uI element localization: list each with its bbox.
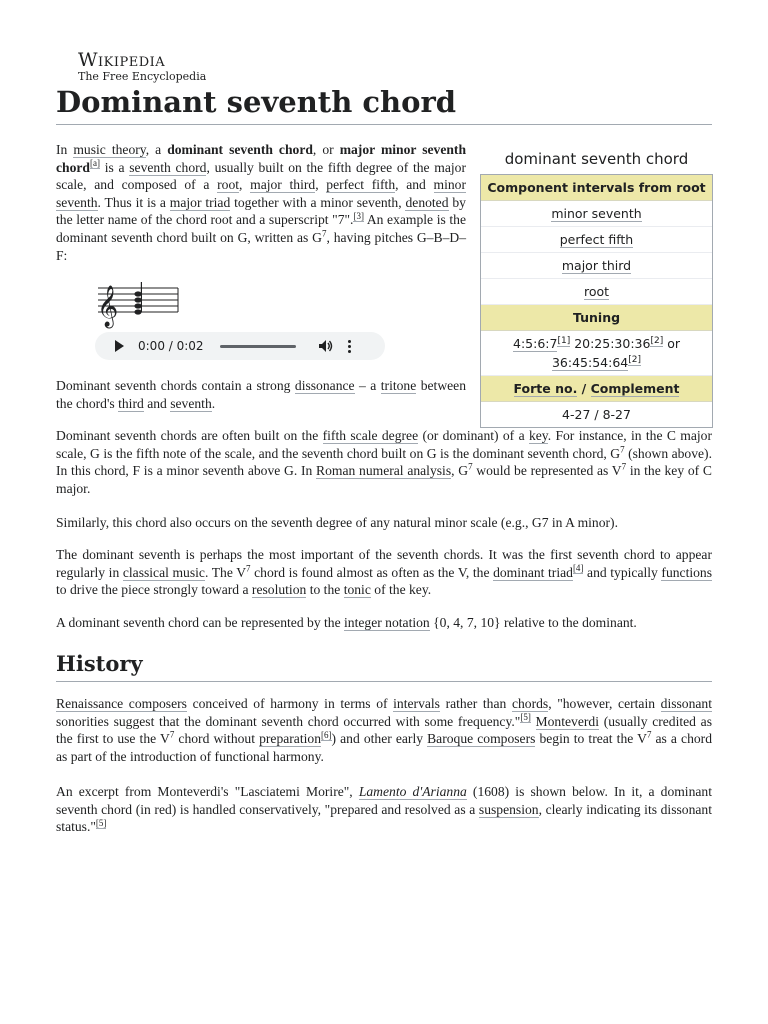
- link-interval[interactable]: perfect fifth: [559, 232, 634, 247]
- audio-progress-bar[interactable]: [220, 345, 296, 348]
- logo-wordmark: Wikipedia: [78, 49, 166, 71]
- link-preparation[interactable]: preparation: [259, 731, 321, 747]
- link-tonic[interactable]: tonic: [343, 582, 371, 598]
- ref-5[interactable]: [5]: [520, 712, 531, 723]
- link-root[interactable]: root: [217, 177, 240, 193]
- link-baroque-composers[interactable]: Baroque composers: [427, 731, 536, 747]
- link-tritone[interactable]: tritone: [380, 378, 417, 393]
- infobox-title: dominant seventh chord: [504, 150, 689, 168]
- link-classical-music[interactable]: classical music: [122, 564, 205, 580]
- link-monteverdi[interactable]: Monteverdi: [535, 713, 599, 729]
- link-third[interactable]: third: [118, 395, 144, 411]
- link-music-theory[interactable]: music theory: [73, 142, 146, 157]
- logo-tagline: The Free Encyclopedia: [78, 70, 207, 83]
- link-resolution[interactable]: resolution: [251, 582, 307, 598]
- interval-row: [481, 279, 712, 305]
- link-dissonant[interactable]: dissonant: [660, 696, 712, 711]
- more-options-icon[interactable]: [348, 340, 352, 353]
- intro-paragraph: In music theory, a dominant seventh chord, or major minor seventh chord[a] is a seventh chord, usually built on the fifth degree of the major scale, and composed of a root, major third, perfect fifth, and minor seventh. Thus it is a major triad together with a minor seventh, denoted by the letter name of the chord root and a superscript "7".[3] An example is the dominant seventh chord built on G, written as $G^7$, having pitches G–B–D–F:: [56, 142, 467, 263]
- staff-notation-image[interactable]: [94, 280, 184, 330]
- link-major-triad[interactable]: major triad: [169, 194, 231, 210]
- interval-row: [481, 227, 712, 253]
- link-perfect-fifth[interactable]: perfect fifth: [326, 177, 396, 193]
- ref-3[interactable]: [3]: [353, 210, 364, 221]
- play-icon[interactable]: [115, 340, 124, 352]
- link-interval[interactable]: root: [583, 284, 610, 299]
- link-integer-notation[interactable]: integer notation: [344, 615, 430, 630]
- link-renaissance-composers[interactable]: Renaissance composers: [56, 696, 187, 711]
- infobox-header-intervals: Component intervals from root: [481, 175, 712, 201]
- link-tuning-ratio[interactable]: 36:45:54:64: [551, 355, 629, 370]
- fifth-degree-paragraph: Dominant seventh chords are often built on the fifth scale degree (or dominant) of a key. For instance, in the C major scale, G is the fifth note of the scale, and the seventh chord built on G is the dominant seventh chord, $G^7$ (shown above). In this chord, F is a minor seventh above G. In Roman numeral analysis, $G^7$ would be represented as $V^7$ in the key of C major.: [56, 428, 712, 496]
- page-title: Dominant seventh chord: [56, 84, 712, 125]
- infobox-table: [480, 174, 713, 428]
- link-major-third[interactable]: major third: [250, 177, 316, 193]
- link-interval[interactable]: minor seventh: [551, 206, 642, 221]
- ref-6[interactable]: [6]: [321, 729, 332, 740]
- treble-clef-icon: 𝄞: [97, 286, 119, 327]
- importance-paragraph: The dominant seventh is perhaps the most important of the seventh chords. It was the first seventh chord to appear regularly in classical music. The $V^7$ chord is found almost as often as the V, the dominant triad[4] and typically functions to drive the piece strongly toward a resolution to the tonic of the key.: [56, 547, 713, 598]
- natural-minor-paragraph: Similarly, this chord also occurs on the seventh degree of any natural minor scale (e.g., G7 in A minor).: [56, 515, 618, 530]
- link-dominant-triad[interactable]: dominant triad: [493, 564, 573, 580]
- ref-5[interactable]: [5]: [95, 817, 107, 828]
- integer-notation-paragraph: A dominant seventh chord can be represented by the integer notation {0, 4, 7, 10} relative to the dominant.: [56, 615, 637, 630]
- history-paragraph: Renaissance composers conceived of harmony in terms of intervals rather than chords, "however, certain dissonant sonorities suggest that the dominant seventh chord occurred with some frequency."[5] Monteverdi (usually credited as the first to use the $V^7$ chord without preparation[6]) and other early Baroque composers begin to treat the $V^7$ as a chord as part of the introduction of functional harmony.: [56, 696, 713, 764]
- link-tuning-ratio[interactable]: 4:5:6:7: [513, 336, 558, 351]
- audio-player[interactable]: [95, 332, 385, 360]
- link-functions[interactable]: functions: [661, 564, 713, 580]
- link-roman-numeral-analysis[interactable]: Roman numeral analysis: [316, 463, 452, 479]
- infobox-header-tuning: Tuning: [481, 305, 712, 331]
- link-chords[interactable]: chords: [511, 696, 549, 711]
- link-denoted[interactable]: denoted: [405, 194, 449, 210]
- link-lamento-darianna[interactable]: Lamento d'Arianna: [358, 784, 467, 799]
- link-suspension[interactable]: suspension: [478, 801, 539, 817]
- link-seventh[interactable]: seventh: [170, 395, 212, 411]
- wikipedia-logo[interactable]: [78, 50, 208, 84]
- volume-icon[interactable]: [318, 339, 334, 353]
- section-heading-history: History: [56, 650, 712, 682]
- ref-a[interactable]: [a]: [89, 158, 100, 169]
- dissonance-paragraph: Dominant seventh chords contain a strong dissonance – a tritone between the chord's third and seventh.: [56, 378, 467, 411]
- infobox: [480, 146, 713, 428]
- audio-time: 0:00 / 0:02: [138, 339, 204, 353]
- interval-row: [481, 201, 712, 227]
- link-interval[interactable]: major third: [561, 258, 632, 273]
- link-seventh-chord[interactable]: seventh chord: [129, 159, 207, 175]
- link-fifth-scale-degree[interactable]: fifth scale degree: [322, 428, 419, 443]
- link-dissonance[interactable]: dissonance: [294, 378, 355, 393]
- tuning-row: 4:5:6:7[1] 20:25:30:36[2] or 36:45:54:64[2]: [481, 331, 712, 376]
- infobox-header-forte: Forte no. / Complement: [481, 376, 712, 402]
- ref-4[interactable]: [4]: [572, 563, 584, 574]
- interval-row: [481, 253, 712, 279]
- link-intervals[interactable]: intervals: [393, 696, 440, 711]
- monteverdi-excerpt-paragraph: An excerpt from Monteverdi's "Lasciatemi Morire", Lamento d'Arianna (1608) is shown below. In it, a dominant seventh chord (in red) is handled conservatively, "prepared and resolved as a suspension, clearly indicating its dissonant status."[5]: [56, 784, 712, 835]
- link-minor-seventh[interactable]: minor seventh: [56, 177, 467, 210]
- forte-row: 4-27 / 8-27: [481, 402, 712, 427]
- link-key[interactable]: key: [528, 428, 548, 443]
